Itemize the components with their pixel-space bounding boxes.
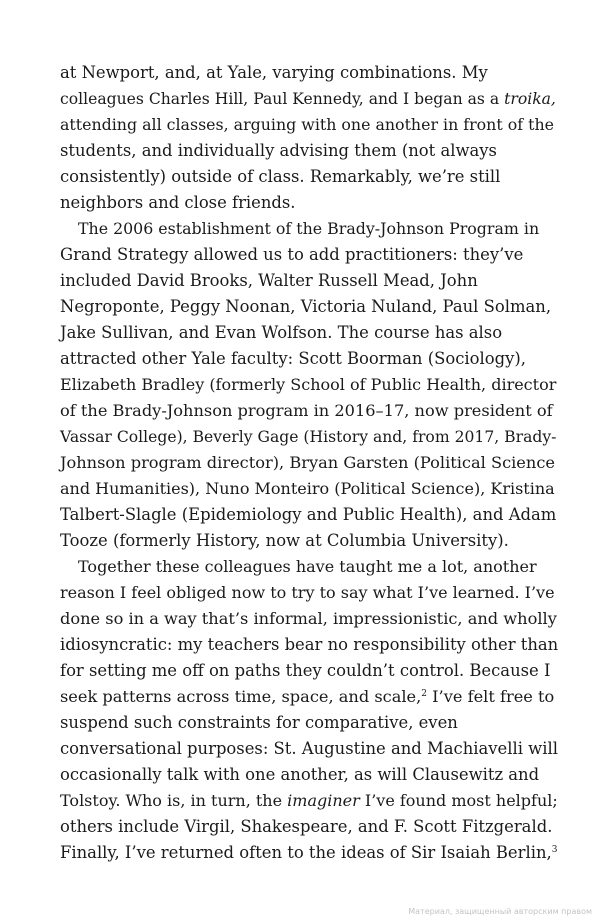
text-line xyxy=(60,320,540,346)
text-line xyxy=(60,294,552,320)
text-run: I’ve felt free to xyxy=(427,687,555,706)
text-run: Johnson program director), Bryan Garsten (Political Science xyxy=(60,453,555,472)
text-run: idiosyncratic: my teachers bear no responsibility other than xyxy=(60,635,559,654)
text-run: Grand Strategy allowed us to add practitioners: they’ve xyxy=(60,245,524,264)
text-run: Tooze (formerly History, now at Columbia University). xyxy=(60,531,509,550)
text-line xyxy=(60,632,559,658)
text-line xyxy=(60,606,557,632)
text-run: seek patterns across time, space, and scale, xyxy=(60,687,422,706)
italic-text: troika, xyxy=(504,90,556,108)
text-run: and Humanities), Nuno Monteiro (Political Science), Kristina xyxy=(60,479,555,498)
text-run: Finally, I’ve returned often to the ideas of Sir Isaiah Berlin, xyxy=(60,843,552,862)
text-run: Talbert-Slagle (Epidemiology and Public Health), and Adam xyxy=(60,505,557,524)
text-run: The 2006 establishment of the Brady-Johnson Program in xyxy=(78,219,540,238)
text-run: of the Brady-Johnson program in 2016–17, now president of xyxy=(60,401,553,420)
footnote-ref: 3 xyxy=(551,845,558,855)
text-line xyxy=(60,424,557,450)
text-line xyxy=(60,476,555,502)
text-run: attending all classes, arguing with one another in front of the xyxy=(60,115,554,134)
text-line xyxy=(60,398,553,424)
footnote-ref: 2 xyxy=(421,689,428,699)
text-run: at Newport, and, at Yale, varying combinations. My xyxy=(60,63,488,82)
text-run: done so in a way that’s informal, impressionistic, and wholly xyxy=(60,609,557,628)
text-line xyxy=(60,86,556,112)
text-run: Tolstoy. Who is, in turn, the xyxy=(60,791,288,810)
text-line xyxy=(60,242,540,268)
text-run: Together these colleagues have taught me a lot, another xyxy=(78,557,537,576)
text-run: included David Brooks, Walter Russell Mead, John xyxy=(60,271,478,290)
text-line xyxy=(60,502,557,528)
text-run: reason I feel obliged now to try to say what I’ve learned. I’ve xyxy=(60,583,555,602)
text-line xyxy=(60,814,553,840)
paragraph xyxy=(60,554,559,866)
text-line xyxy=(60,580,555,606)
text-run: Negroponte, Peggy Noonan, Victoria Nuland, Paul Solman, xyxy=(60,297,552,316)
text-line xyxy=(60,658,551,684)
text-line xyxy=(60,528,540,554)
text-line xyxy=(60,684,555,710)
paragraph xyxy=(60,216,557,554)
text-line xyxy=(60,788,558,814)
text-run: attracted other Yale faculty: Scott Boorman (Sociology), xyxy=(60,349,526,368)
text-line xyxy=(60,164,540,190)
paragraph xyxy=(60,60,556,216)
text-run: others include Virgil, Shakespeare, and F. Scott Fitzgerald. xyxy=(60,817,553,836)
body-text xyxy=(60,60,559,866)
text-line xyxy=(60,450,555,476)
text-line xyxy=(60,138,540,164)
text-line xyxy=(60,372,557,398)
text-run: students, and individually advising them (not always xyxy=(60,141,497,160)
italic-text: imaginer xyxy=(287,791,360,810)
text-line xyxy=(60,268,540,294)
copyright-watermark: Материал, защищенный авторским правом xyxy=(408,907,592,916)
text-line xyxy=(60,190,540,216)
text-line xyxy=(60,346,540,372)
text-run: suspend such constraints for comparative, even xyxy=(60,713,458,732)
text-run: occasionally talk with one another, as will Clausewitz and xyxy=(60,765,540,784)
text-run: for setting me off on paths they couldn’t control. Because I xyxy=(60,661,551,680)
text-run: conversational purposes: St. Augustine and Machiavelli will xyxy=(60,739,558,758)
text-line xyxy=(60,112,554,138)
text-run: neighbors and close friends. xyxy=(60,193,296,212)
text-line xyxy=(60,554,540,580)
text-line xyxy=(60,60,540,86)
text-run: Elizabeth Bradley (formerly School of Public Health, director xyxy=(60,375,557,394)
text-run: Jake Sullivan, and Evan Wolfson. The course has also xyxy=(60,323,503,342)
text-run: colleagues Charles Hill, Paul Kennedy, and I began as a xyxy=(60,90,505,108)
text-run: consistently) outside of class. Remarkably, we’re still xyxy=(60,167,501,186)
text-line xyxy=(60,710,540,736)
text-line xyxy=(60,840,558,866)
text-line xyxy=(60,762,540,788)
text-run: Vassar College), Beverly Gage (History and, from 2017, Brady- xyxy=(60,428,557,446)
text-run: I’ve found most helpful; xyxy=(359,791,558,810)
text-line xyxy=(60,736,558,762)
text-line xyxy=(60,216,540,242)
